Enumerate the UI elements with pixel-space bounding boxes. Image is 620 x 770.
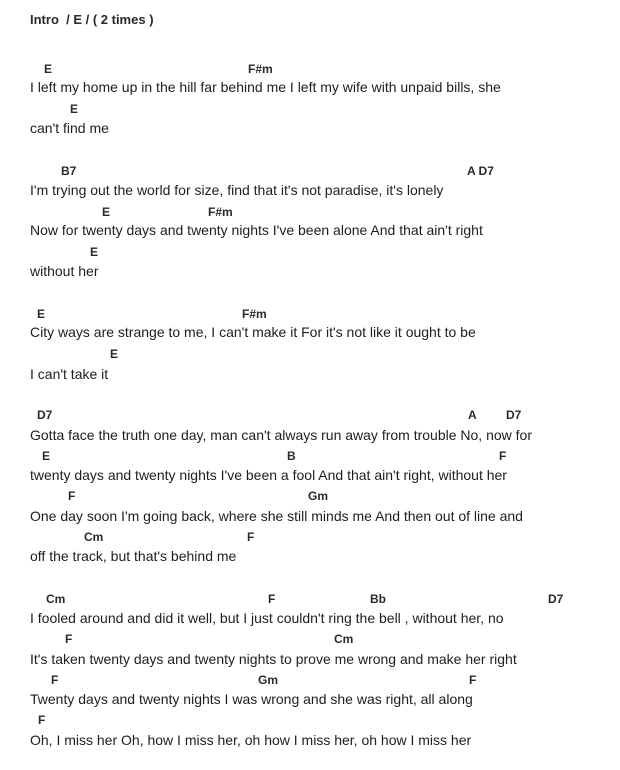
chord: F#m xyxy=(248,62,273,76)
chord: B7 xyxy=(61,164,77,178)
lyric-line: It's taken twenty days and twenty nights to prove me wrong and make her right xyxy=(30,651,517,667)
chord: E xyxy=(110,347,119,361)
chord: F#m xyxy=(242,307,267,321)
chord: D7 xyxy=(506,408,522,422)
chord: E xyxy=(42,449,51,463)
lyric-line: City ways are strange to me, I can't make it For it's not like it ought to be xyxy=(30,324,476,340)
chord: F xyxy=(247,530,255,544)
lyric-line: I'm trying out the world for size, find that it's not paradise, it's lonely xyxy=(30,182,444,198)
chord: F xyxy=(499,449,507,463)
lyric-line: I can't take it xyxy=(30,366,109,382)
chord: Gm xyxy=(258,673,279,687)
chord: A xyxy=(468,408,477,422)
lyric-line: Twenty days and twenty nights I was wrong and she was right, all along xyxy=(30,691,473,707)
chord: F xyxy=(38,713,46,727)
chord: F xyxy=(268,592,276,606)
chord: Cm xyxy=(46,592,66,606)
lyric-line: Now for twenty days and twenty nights I've been alone And that ain't right xyxy=(30,222,483,238)
chord: F#m xyxy=(208,205,233,219)
chord: F xyxy=(51,673,59,687)
lyric-line: can't find me xyxy=(30,120,109,136)
chord: F xyxy=(68,489,76,503)
lyric-line: off the track, but that's behind me xyxy=(30,548,237,564)
lyric-line: I fooled around and did it well, but I just couldn't ring the bell , without her, no xyxy=(30,610,504,626)
lyric-line: Oh, I miss her Oh, how I miss her, oh how I miss her, oh how I miss her xyxy=(30,732,472,748)
lyric-line: One day soon I'm going back, where she still minds me And then out of line and xyxy=(30,508,523,524)
chord: Cm xyxy=(84,530,104,544)
chord: Cm xyxy=(334,632,354,646)
intro-line: Intro / E / ( 2 times ) xyxy=(30,12,154,27)
lyric-line: twenty days and twenty nights I've been a fool And that ain't right, without her xyxy=(30,467,507,483)
chord: Bb xyxy=(370,592,386,606)
chord: E xyxy=(70,102,79,116)
lyric-line: without her xyxy=(30,263,99,279)
chord: D7 xyxy=(548,592,564,606)
chord: E xyxy=(102,205,111,219)
chord: A D7 xyxy=(467,164,494,178)
chord: D7 xyxy=(37,408,53,422)
chord: E xyxy=(37,307,46,321)
chord: E xyxy=(90,245,99,259)
lyric-line: I left my home up in the hill far behind me I left my wife with unpaid bills, she xyxy=(30,79,501,95)
lyric-line: Gotta face the truth one day, man can't always run away from trouble No, now for xyxy=(30,427,532,443)
chord: Gm xyxy=(308,489,329,503)
chord: F xyxy=(469,673,477,687)
chord: E xyxy=(44,62,53,76)
chord: B xyxy=(287,449,296,463)
chord: F xyxy=(65,632,73,646)
